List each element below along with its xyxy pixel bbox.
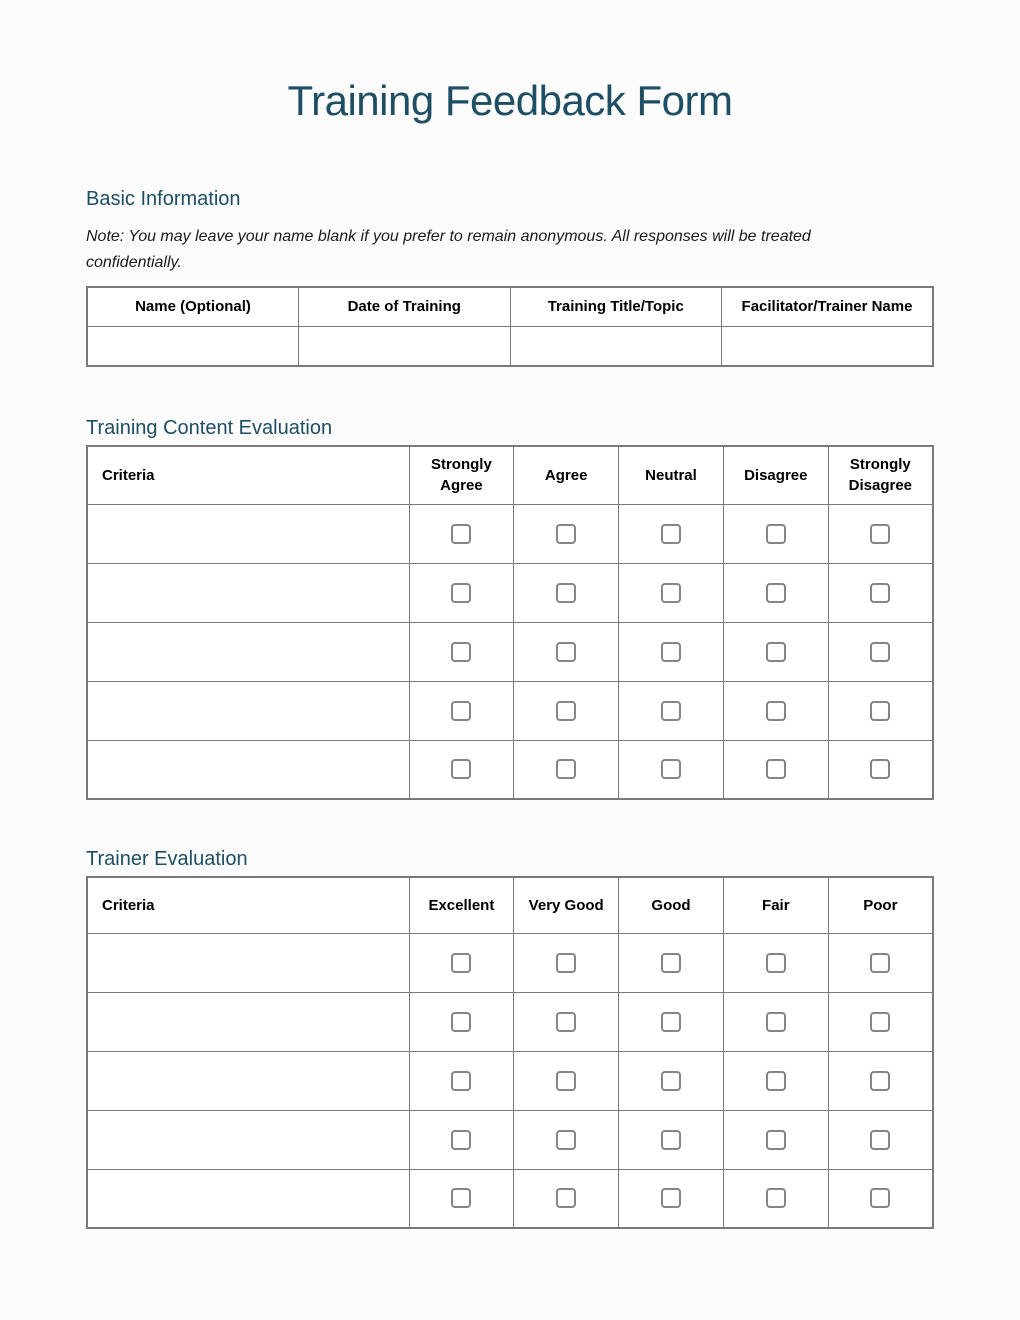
checkbox-icon[interactable] xyxy=(661,524,681,544)
training-title-input-cell[interactable] xyxy=(510,326,722,366)
criteria-input-cell[interactable] xyxy=(87,504,409,563)
checkbox-icon[interactable] xyxy=(556,583,576,603)
checkbox-icon[interactable] xyxy=(870,1012,890,1032)
checkbox-icon[interactable] xyxy=(766,642,786,662)
facilitator-name-input-cell[interactable] xyxy=(722,326,934,366)
rating-cell[interactable] xyxy=(723,681,828,740)
checkbox-icon[interactable] xyxy=(766,1188,786,1208)
checkbox-icon[interactable] xyxy=(870,524,890,544)
rating-row xyxy=(87,740,933,799)
checkbox-icon[interactable] xyxy=(661,642,681,662)
rating-cell[interactable] xyxy=(619,1110,724,1169)
criteria-input-cell[interactable] xyxy=(87,622,409,681)
checkbox-icon[interactable] xyxy=(870,701,890,721)
rating-cell[interactable] xyxy=(409,1051,514,1110)
option-header-strongly-agree: Strongly Agree xyxy=(409,446,514,504)
criteria-input-cell[interactable] xyxy=(87,740,409,799)
option-header-fair: Fair xyxy=(723,877,828,933)
column-header-training-title-topic: Training Title/Topic xyxy=(510,287,722,326)
checkbox-icon[interactable] xyxy=(870,642,890,662)
rating-cell[interactable] xyxy=(409,563,514,622)
checkbox-icon[interactable] xyxy=(766,1130,786,1150)
rating-cell[interactable] xyxy=(619,504,724,563)
checkbox-icon[interactable] xyxy=(451,953,471,973)
criteria-input-cell[interactable] xyxy=(87,681,409,740)
column-header-date-of-training: Date of Training xyxy=(299,287,511,326)
checkbox-icon[interactable] xyxy=(766,583,786,603)
rating-cell[interactable] xyxy=(828,563,933,622)
rating-cell[interactable] xyxy=(723,563,828,622)
rating-cell[interactable] xyxy=(514,1169,619,1228)
rating-cell[interactable] xyxy=(828,1110,933,1169)
rating-cell[interactable] xyxy=(514,933,619,992)
rating-row xyxy=(87,622,933,681)
basic-info-header-row xyxy=(87,287,933,326)
rating-row xyxy=(87,992,933,1051)
checkbox-icon[interactable] xyxy=(870,953,890,973)
checkbox-icon[interactable] xyxy=(556,1012,576,1032)
column-header-criteria: Criteria xyxy=(87,877,409,933)
rating-cell[interactable] xyxy=(828,740,933,799)
checkbox-icon[interactable] xyxy=(451,701,471,721)
rating-cell[interactable] xyxy=(828,1169,933,1228)
checkbox-icon[interactable] xyxy=(661,1012,681,1032)
rating-row xyxy=(87,563,933,622)
checkbox-icon[interactable] xyxy=(870,1188,890,1208)
checkbox-icon[interactable] xyxy=(661,1188,681,1208)
checkbox-icon[interactable] xyxy=(556,1071,576,1091)
option-header-excellent: Excellent xyxy=(409,877,514,933)
rating-cell[interactable] xyxy=(514,504,619,563)
rating-cell[interactable] xyxy=(723,992,828,1051)
checkbox-icon[interactable] xyxy=(766,759,786,779)
checkbox-icon[interactable] xyxy=(451,759,471,779)
option-header-disagree: Disagree xyxy=(723,446,828,504)
anonymity-note: Note: You may leave your name blank if you prefer to remain anonymous. All responses will be treated confidentially. xyxy=(86,228,811,271)
checkbox-icon[interactable] xyxy=(556,953,576,973)
checkbox-icon[interactable] xyxy=(451,1130,471,1150)
checkbox-icon[interactable] xyxy=(870,759,890,779)
rating-cell[interactable] xyxy=(409,740,514,799)
rating-cell[interactable] xyxy=(723,1051,828,1110)
checkbox-icon[interactable] xyxy=(451,1012,471,1032)
rating-row xyxy=(87,681,933,740)
rating-cell[interactable] xyxy=(514,1051,619,1110)
checkbox-icon[interactable] xyxy=(766,701,786,721)
rating-cell[interactable] xyxy=(723,740,828,799)
checkbox-icon[interactable] xyxy=(661,583,681,603)
rating-cell[interactable] xyxy=(514,740,619,799)
rating-cell[interactable] xyxy=(828,933,933,992)
rating-cell[interactable] xyxy=(723,1110,828,1169)
option-header-agree: Agree xyxy=(514,446,619,504)
checkbox-icon[interactable] xyxy=(451,524,471,544)
rating-cell[interactable] xyxy=(619,992,724,1051)
checkbox-icon[interactable] xyxy=(870,1130,890,1150)
criteria-input-cell[interactable] xyxy=(87,992,409,1051)
trainer-eval-header-row xyxy=(87,877,933,933)
checkbox-icon[interactable] xyxy=(556,524,576,544)
checkbox-icon[interactable] xyxy=(766,953,786,973)
checkbox-icon[interactable] xyxy=(556,701,576,721)
date-of-training-input-cell[interactable] xyxy=(299,326,511,366)
rating-cell[interactable] xyxy=(409,992,514,1051)
rating-row xyxy=(87,1169,933,1228)
basic-info-input-row xyxy=(87,326,933,366)
rating-cell[interactable] xyxy=(619,740,724,799)
checkbox-icon[interactable] xyxy=(766,1071,786,1091)
option-header-good: Good xyxy=(619,877,724,933)
criteria-input-cell[interactable] xyxy=(87,933,409,992)
checkbox-icon[interactable] xyxy=(451,583,471,603)
option-header-strongly-disagree: Strongly Disagree xyxy=(828,446,933,504)
rating-cell[interactable] xyxy=(514,992,619,1051)
checkbox-icon[interactable] xyxy=(766,1012,786,1032)
column-header-criteria: Criteria xyxy=(87,446,409,504)
page-title: Training Feedback Form xyxy=(287,77,733,124)
rating-cell[interactable] xyxy=(409,681,514,740)
rating-cell[interactable] xyxy=(409,622,514,681)
rating-cell[interactable] xyxy=(723,933,828,992)
rating-cell[interactable] xyxy=(514,681,619,740)
checkbox-icon[interactable] xyxy=(556,1188,576,1208)
rating-cell[interactable] xyxy=(409,933,514,992)
checkbox-icon[interactable] xyxy=(451,1071,471,1091)
checkbox-icon[interactable] xyxy=(556,642,576,662)
checkbox-icon[interactable] xyxy=(661,1071,681,1091)
rating-cell[interactable] xyxy=(619,1169,724,1228)
rating-cell[interactable] xyxy=(828,504,933,563)
checkbox-icon[interactable] xyxy=(661,701,681,721)
criteria-input-cell[interactable] xyxy=(87,1169,409,1228)
rating-cell[interactable] xyxy=(409,1169,514,1228)
rating-cell[interactable] xyxy=(514,563,619,622)
checkbox-icon[interactable] xyxy=(766,524,786,544)
rating-cell[interactable] xyxy=(619,1051,724,1110)
rating-cell[interactable] xyxy=(619,681,724,740)
column-header-facilitator-trainer-name: Facilitator/Trainer Name xyxy=(722,287,934,326)
criteria-input-cell[interactable] xyxy=(87,1051,409,1110)
rating-row xyxy=(87,504,933,563)
rating-cell[interactable] xyxy=(409,504,514,563)
rating-row xyxy=(87,1051,933,1110)
column-header-name-optional: Name (Optional) xyxy=(87,287,299,326)
rating-cell[interactable] xyxy=(514,1110,619,1169)
page-content xyxy=(86,0,934,1229)
checkbox-icon[interactable] xyxy=(451,642,471,662)
rating-cell[interactable] xyxy=(409,1110,514,1169)
option-header-poor: Poor xyxy=(828,877,933,933)
criteria-input-cell[interactable] xyxy=(87,563,409,622)
option-header-neutral: Neutral xyxy=(619,446,724,504)
checkbox-icon[interactable] xyxy=(661,759,681,779)
training-content-evaluation-table xyxy=(86,445,934,800)
checkbox-icon[interactable] xyxy=(661,953,681,973)
rating-cell[interactable] xyxy=(619,622,724,681)
basic-information-table xyxy=(86,286,934,367)
rating-row xyxy=(87,933,933,992)
checkbox-icon[interactable] xyxy=(870,1071,890,1091)
checkbox-icon[interactable] xyxy=(451,1188,471,1208)
rating-cell[interactable] xyxy=(723,504,828,563)
criteria-input-cell[interactable] xyxy=(87,1110,409,1169)
content-eval-header-row xyxy=(87,446,933,504)
rating-cell[interactable] xyxy=(723,1169,828,1228)
name-input-cell[interactable] xyxy=(87,326,299,366)
rating-cell[interactable] xyxy=(723,622,828,681)
option-header-very-good: Very Good xyxy=(514,877,619,933)
rating-cell[interactable] xyxy=(619,563,724,622)
rating-cell[interactable] xyxy=(514,622,619,681)
section-heading-trainer-evaluation: Trainer Evaluation xyxy=(86,848,248,870)
rating-cell[interactable] xyxy=(828,1051,933,1110)
checkbox-icon[interactable] xyxy=(870,583,890,603)
trainer-evaluation-table xyxy=(86,876,934,1229)
checkbox-icon[interactable] xyxy=(661,1130,681,1150)
rating-cell[interactable] xyxy=(828,992,933,1051)
rating-row xyxy=(87,1110,933,1169)
section-heading-basic-information: Basic Information xyxy=(86,188,241,210)
checkbox-icon[interactable] xyxy=(556,759,576,779)
rating-cell[interactable] xyxy=(828,622,933,681)
rating-cell[interactable] xyxy=(619,933,724,992)
section-heading-training-content-evaluation: Training Content Evaluation xyxy=(86,417,333,439)
checkbox-icon[interactable] xyxy=(556,1130,576,1150)
rating-cell[interactable] xyxy=(828,681,933,740)
